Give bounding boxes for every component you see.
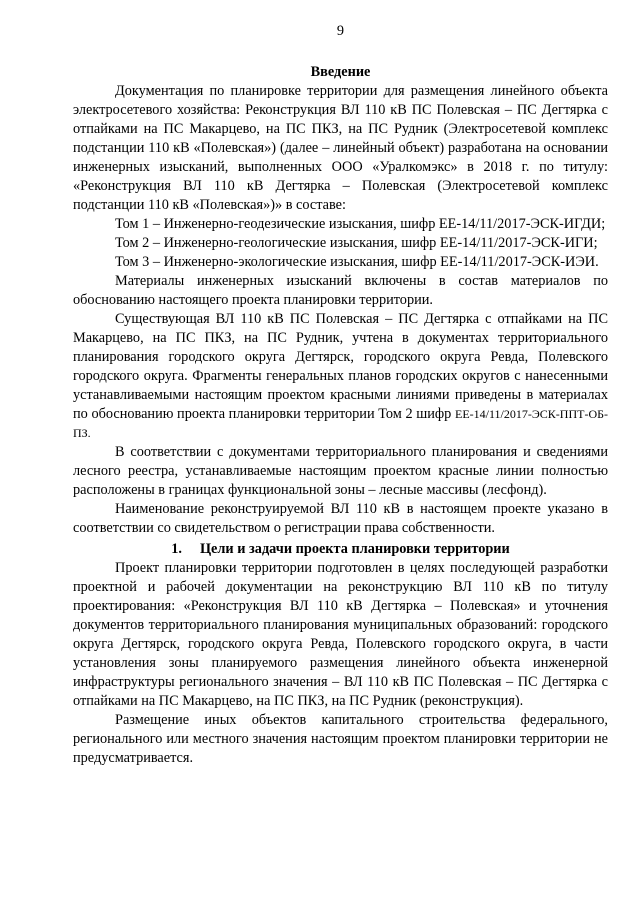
document-page bbox=[73, 22, 608, 768]
intro-paragraph-3-text: Существующая ВЛ 110 кВ ПС Полевская – ПС Дегтярка с отпайками на ПС Макарцево, на ПС ПКЗ, на ПС Рудник, учтена в документах территориального планирования городского округа Дегтярск, городского округа Ревда, Полевского городского округа. Фрагменты генеральных планов городских округов с нанесенными устанавливаемыми настоящим проектом красными линиями приведены в материалах по обоснованию проекта планировки территории Том 2 шифр bbox=[73, 311, 608, 422]
section-1-paragraph-2: Размещение иных объектов капитального строительства федерального, регионального или местного значения настоящим проектом планировки территории не предусматривается. bbox=[73, 712, 608, 766]
intro-paragraph-5: Наименование реконструируемой ВЛ 110 кВ в настоящем проекте указано в соответствии со свидетельством о регистрации права собственности. bbox=[73, 501, 608, 536]
intro-paragraph-4: В соответствии с документами территориального планирования и сведениями лесного реестра, устанавливаемые настоящим проектом красные линии полностью расположены в границах функциональной зоны – лесные массивы (лесфонд). bbox=[73, 444, 608, 498]
document-code: ЕЕ-14/11/2017-ЭСК-ППТ-ОБ-ПЗ. bbox=[73, 407, 608, 440]
volume-2-item: Том 2 – Инженерно-геологические изыскания, шифр ЕЕ-14/11/2017-ЭСК-ИГИ; bbox=[115, 235, 598, 251]
volume-1-item: Том 1 – Инженерно-геодезические изыскания, шифр ЕЕ-14/11/2017-ЭСК-ИГДИ; bbox=[115, 216, 606, 232]
intro-heading: Введение bbox=[310, 64, 371, 80]
intro-paragraph-3 bbox=[73, 310, 608, 443]
section-1-number: 1. bbox=[171, 541, 182, 557]
section-1-title: Цели и задачи проекта планировки территории bbox=[199, 541, 510, 557]
section-1-heading bbox=[73, 540, 608, 559]
volume-3-item: Том 3 – Инженерно-экологические изыскания, шифр ЕЕ-14/11/2017-ЭСК-ИЭИ. bbox=[115, 254, 599, 270]
page-number: 9 bbox=[336, 23, 345, 39]
intro-paragraph-1: Документация по планировке территории для размещения линейного объекта электросетевого хозяйства: Реконструкция ВЛ 110 кВ ПС Полевская – ПС Дегтярка с отпайками на ПС Макарцево, на ПС ПКЗ, на ПС Рудник (Электросетевой комплекс подстанции 110 кВ «Полевская») (далее – линейный объект) разработана на основании инженерных изысканий, выполненных ООО «Уралкомэкс» в 2018 г. по титулу: «Реконструкция ВЛ 110 кВ Дегтярка – Полевская (Электросетевой комплекс подстанции 110 кВ «Полевская»)» в составе: bbox=[73, 83, 608, 213]
section-1-paragraph-1: Проект планировки территории подготовлен в целях последующей разработки проектной и рабочей документации на реконструкцию ВЛ 110 кВ по титулу проектирования: «Реконструкция ВЛ 110 кВ Дегтярка – Полевская» и уточнения документов территориального планирования муниципальных образований: городского округа Дегтярск, городского округа Ревда, Полевского городского округа, в части установления зоны планируемого размещения линейного объекта инженерной инфраструктуры регионального значения – ВЛ 110 кВ ПС Полевская – ПС Дегтярка с отпайками на ПС Макарцево, на ПС ПКЗ, на ПС Рудник (реконструкция). bbox=[73, 560, 608, 709]
intro-paragraph-2: Материалы инженерных изысканий включены в состав материалов по обоснованию настоящего проекта планировки территории. bbox=[73, 273, 608, 308]
